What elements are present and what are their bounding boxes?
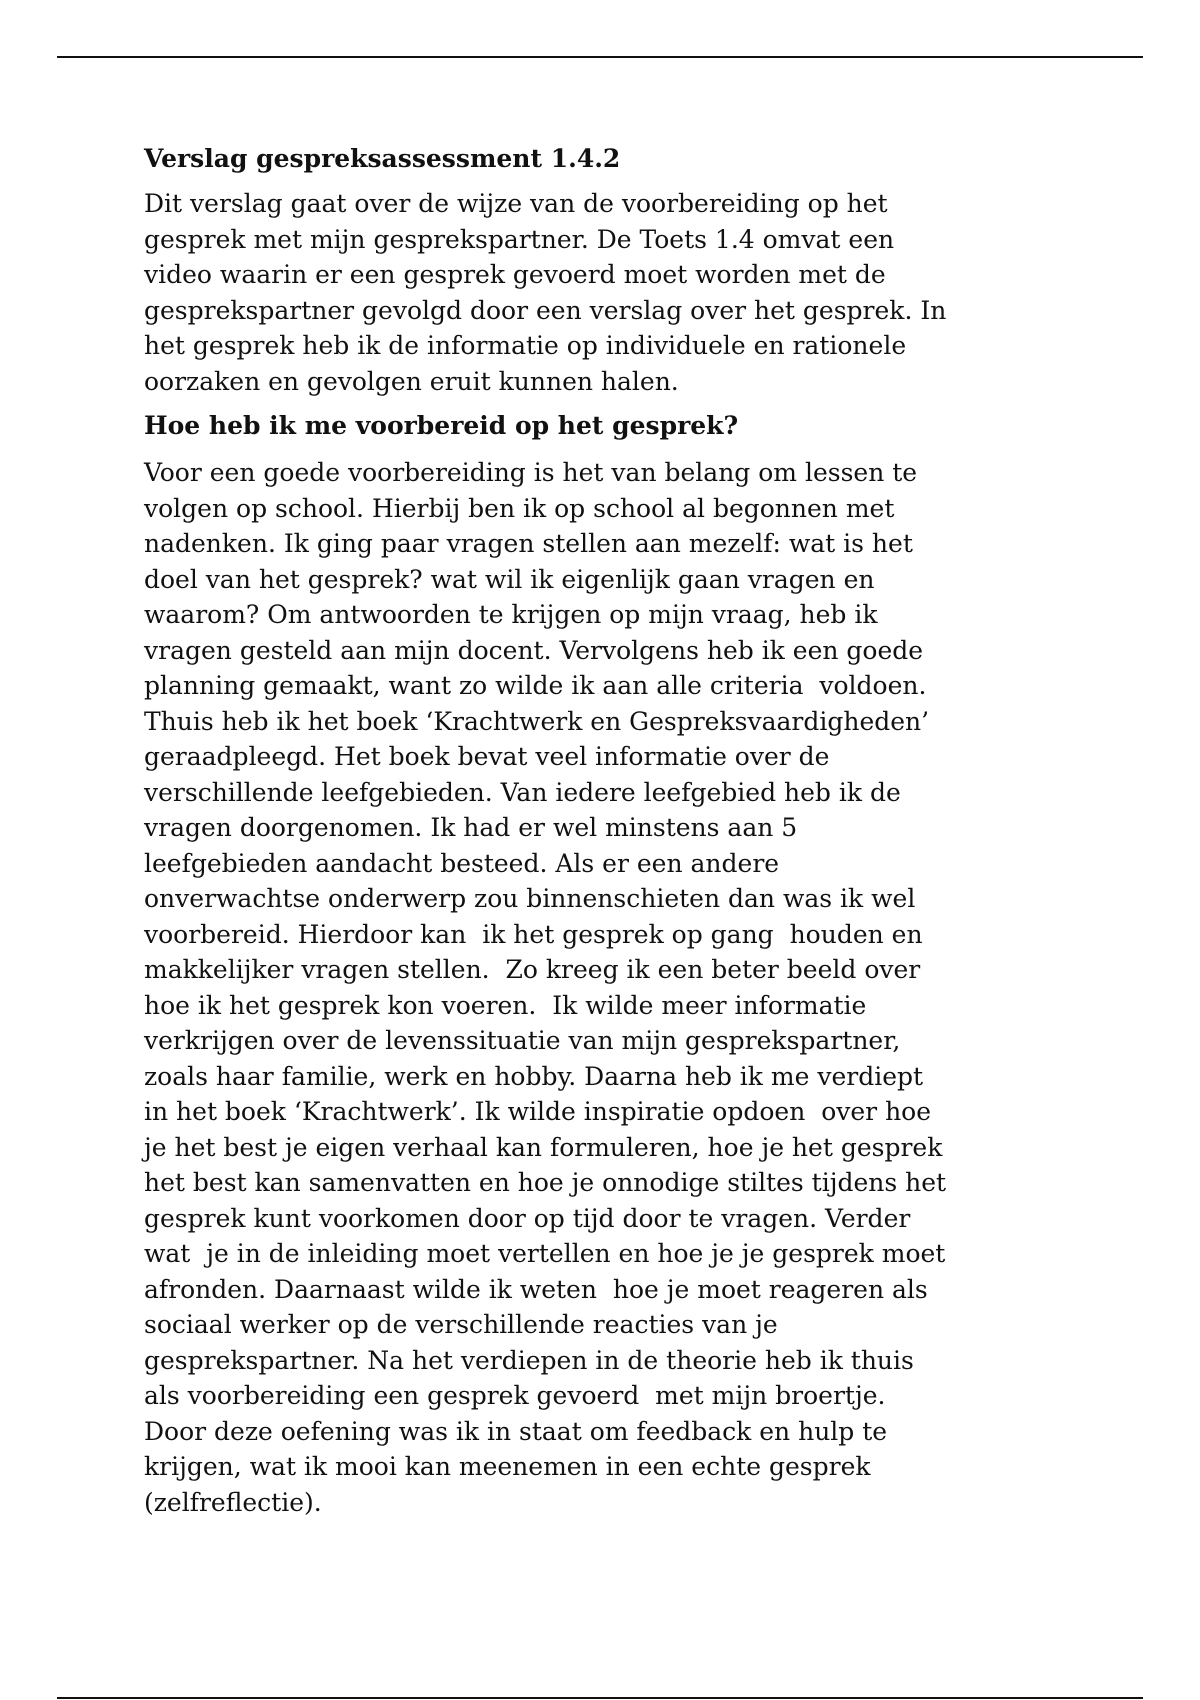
- text-line: hoe ik het gesprek kon voeren. Ik wilde meer informatie: [144, 990, 867, 1020]
- text-line: Voor een goede voorbereiding is het van belang om lessen te: [144, 458, 918, 487]
- text-line: geraadpleegd. Het boek bevat veel informatie over de: [144, 742, 830, 771]
- text-line: video waarin er een gesprek gevoerd moet worden met de: [144, 260, 886, 289]
- text-line: verkrijgen over de levenssituatie van mijn gesprekspartner,: [144, 1026, 901, 1055]
- text-line: gesprek kunt voorkomen door op tijd door te vragen. Verder: [144, 1203, 911, 1233]
- body-paragraph: [144, 455, 1064, 1520]
- text-line: vragen gesteld aan mijn docent. Vervolgens heb ik een goede: [144, 635, 924, 665]
- text-line: planning gemaakt, want zo wilde ik aan alle criteria voldoen.: [144, 671, 927, 700]
- text-line: nadenken. Ik ging paar vragen stellen aan mezelf: wat is het: [144, 529, 913, 558]
- section-heading: Hoe heb ik me voorbereid op het gesprek?: [144, 411, 739, 440]
- text-line: Thuis heb ik het boek ‘Krachtwerk en Gespreksvaardigheden’: [144, 706, 930, 736]
- text-line: je het best je eigen verhaal kan formuleren, hoe je het gesprek: [144, 1132, 943, 1162]
- text-line: Dit verslag gaat over de wijze van de voorbereiding op het: [144, 189, 888, 218]
- text-line: waarom? Om antwoorden te krijgen op mijn vraag, heb ik: [144, 600, 878, 629]
- intro-paragraph: [144, 186, 1064, 399]
- text-line: sociaal werker op de verschillende reacties van je: [144, 1310, 778, 1339]
- text-line: gesprek met mijn gesprekspartner. De Toets 1.4 omvat een: [144, 224, 895, 254]
- text-line: leefgebieden aandacht besteed. Als er een andere: [144, 848, 780, 878]
- document-body: [144, 142, 1064, 1520]
- text-line: gesprekspartner gevolgd door een verslag over het gesprek. In: [144, 295, 947, 325]
- text-line: gesprekspartner. Na het verdiepen in de theorie heb ik thuis: [144, 1345, 914, 1375]
- text-line: volgen op school. Hierbij ben ik op school al begonnen met: [144, 493, 895, 523]
- text-line: als voorbereiding een gesprek gevoerd met mijn broertje.: [144, 1381, 886, 1410]
- text-line: wat je in de inleiding moet vertellen en hoe je je gesprek moet: [144, 1239, 946, 1268]
- document-title: Verslag gespreksassessment 1.4.2: [144, 144, 621, 173]
- text-line: onverwachtse onderwerp zou binnenschieten dan was ik wel: [144, 884, 916, 913]
- text-line: afronden. Daarnaast wilde ik weten hoe je moet reageren als: [144, 1274, 928, 1304]
- top-rule: [57, 56, 1143, 58]
- bottom-rule: [57, 1697, 1143, 1699]
- text-line: verschillende leefgebieden. Van iedere leefgebied heb ik de: [144, 777, 901, 807]
- text-line: het gesprek heb ik de informatie op individuele en rationele: [144, 331, 907, 360]
- text-line: Door deze oefening was ik in staat om feedback en hulp te: [144, 1416, 888, 1446]
- text-line: voorbereid. Hierdoor kan ik het gesprek op gang houden en: [144, 919, 923, 949]
- text-line: doel van het gesprek? wat wil ik eigenlijk gaan vragen en: [144, 564, 875, 594]
- text-line: het best kan samenvatten en hoe je onnodige stiltes tijdens het: [144, 1168, 947, 1197]
- text-line: vragen doorgenomen. Ik had er wel minstens aan 5: [144, 813, 798, 842]
- text-line: in het boek ‘Krachtwerk’. Ik wilde inspiratie opdoen over hoe: [144, 1097, 932, 1126]
- text-line: zoals haar familie, werk en hobby. Daarna heb ik me verdiept: [144, 1061, 924, 1091]
- text-line: oorzaken en gevolgen eruit kunnen halen.: [144, 366, 679, 396]
- text-line: (zelfreflectie).: [144, 1487, 322, 1517]
- text-line: makkelijker vragen stellen. Zo kreeg ik een beter beeld over: [144, 955, 921, 984]
- text-line: krijgen, wat ik mooi kan meenemen in een echte gesprek: [144, 1452, 871, 1481]
